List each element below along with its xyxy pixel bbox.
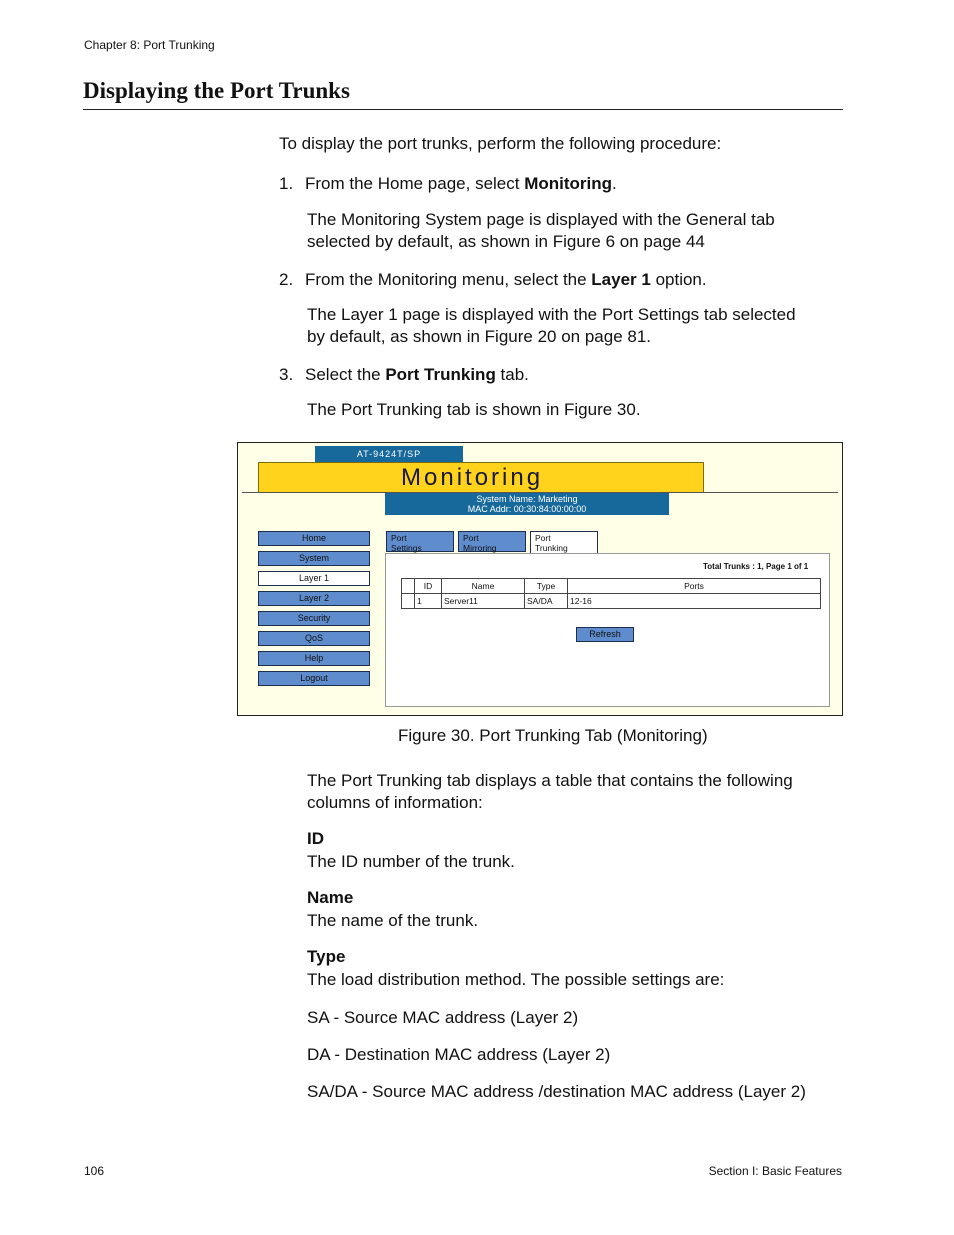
tab-port-trunking[interactable]: Port Trunking [530,531,598,554]
tab-port-mirroring[interactable]: Port Mirroring [458,531,526,552]
system-info-bar [385,493,669,515]
nav-help-button[interactable]: Help [258,651,370,666]
refresh-button[interactable]: Refresh [576,627,634,642]
type-option-sa: SA - Source MAC address (Layer 2) [307,1008,579,1027]
ui-term: Monitoring [524,174,613,193]
figure-caption: Figure 30. Port Trunking Tab (Monitoring) [398,726,708,745]
figure-screenshot [237,442,843,716]
step-number: 2. [279,270,294,289]
ui-term: Layer 1 [591,270,651,289]
field-term-type: Type [307,947,346,966]
trunk-table [401,578,821,609]
monitoring-banner: Monitoring [258,462,704,493]
nav-qos-button[interactable]: QoS [258,631,370,646]
column-header-id: ID [415,579,442,594]
field-desc-name: The name of the trunk. [307,911,479,930]
section-footer: Section I: Basic Features [708,1164,842,1178]
nav-logout-button[interactable]: Logout [258,671,370,686]
system-name: System Name: Marketing [476,494,578,504]
intro-text: To display the port trunks, perform the following procedure: [279,134,722,153]
table-header-row [402,579,821,594]
step-3: 3. Select the Port Trunking tab. [279,365,529,384]
table-cell: 1 [415,594,442,609]
type-option-sada: SA/DA - Source MAC address /destination MAC address (Layer 2) [307,1082,806,1101]
type-option-da: DA - Destination MAC address (Layer 2) [307,1045,611,1064]
step-number: 1. [279,174,294,193]
mac-address: MAC Addr: 00:30:84:00:00:00 [467,504,587,514]
column-header-type: Type [525,579,568,594]
field-desc-type: The load distribution method. The possible settings are: [307,970,725,989]
nav-security-button[interactable]: Security [258,611,370,626]
running-header: Chapter 8: Port Trunking [84,38,215,52]
table-cell: 12-16 [568,594,821,609]
table-cell: SA/DA [525,594,568,609]
step-2: 2. From the Monitoring menu, select the Layer 1 option. [279,270,707,289]
step-3-result: The Port Trunking tab is shown in Figure 30. [307,400,641,419]
tab-port-settings[interactable]: Port Settings [386,531,454,552]
field-term-id: ID [307,829,324,848]
step-1: 1. From the Home page, select Monitoring. [279,174,617,193]
total-trunks-label: Total Trunks : 1, Page 1 of 1 [703,562,809,571]
page-number: 106 [84,1164,105,1178]
column-header-name: Name [442,579,525,594]
trunk-panel [385,553,830,707]
ui-term: Port Trunking [385,365,496,384]
field-term-name: Name [307,888,354,907]
step-2-result: The Layer 1 page is displayed with the Port Settings tab selected by default, as shown in Figure 20 on page 81. [307,305,796,346]
step-1-result: The Monitoring System page is displayed with the General tab selected by default, as shown in Figure 6 on page 44 [307,210,775,251]
nav-home-button[interactable]: Home [258,531,370,546]
nav-system-button[interactable]: System [258,551,370,566]
nav-layer2-button[interactable]: Layer 2 [258,591,370,606]
nav-layer1-button[interactable]: Layer 1 [258,571,370,586]
device-model-bar: AT-9424T/SP [315,446,463,462]
table-cell [402,579,415,594]
table-cell: Server11 [442,594,525,609]
table-row [402,594,821,609]
field-desc-id: The ID number of the trunk. [307,852,515,871]
table-cell [402,594,415,609]
step-number: 3. [279,365,294,384]
column-header-ports: Ports [568,579,821,594]
title-rule [83,109,843,110]
description-text: The Port Trunking tab displays a table that contains the following columns of information: [307,771,793,812]
section-title: Displaying the Port Trunks [83,78,350,103]
